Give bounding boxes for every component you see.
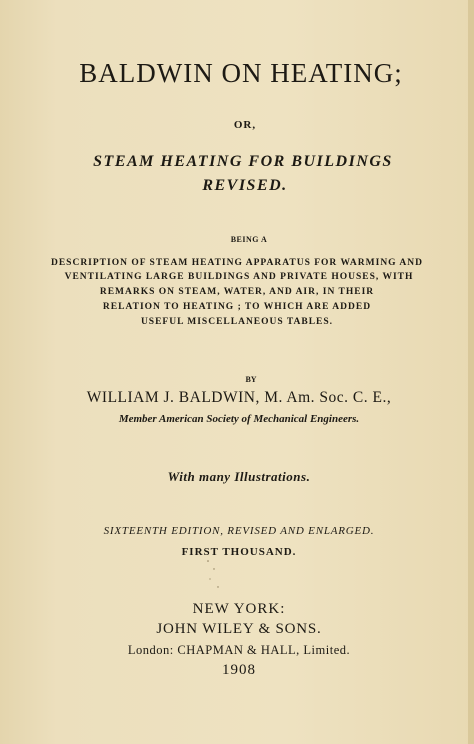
- imprint-city: NEW YORK:: [192, 601, 286, 617]
- being-label: BEING A: [230, 235, 268, 244]
- description-line: REMARKS ON STEAM, WATER, AND AIR, IN THEIR: [99, 287, 375, 297]
- author-affiliation: Member American Society of Mechanical Engineers.: [118, 413, 360, 425]
- description-line: DESCRIPTION OF STEAM HEATING APPARATUS FOR WARMING AND: [50, 258, 423, 268]
- author-name: WILLIAM J. BALDWIN, M. Am. Soc. C. E.,: [86, 389, 392, 406]
- subtitle-line-2: REVISED.: [202, 177, 288, 194]
- description-line: VENTILATING LARGE BUILDINGS AND PRIVATE HOUSES, WITH: [64, 272, 414, 282]
- illustrations-note: With many Illustrations.: [167, 469, 311, 484]
- description-line: USEFUL MISCELLANEOUS TABLES.: [140, 317, 334, 327]
- edition-statement: SIXTEENTH EDITION, REVISED AND ENLARGED.: [103, 525, 375, 537]
- subtitle-line-1: STEAM HEATING FOR BUILDINGS: [93, 153, 393, 170]
- book-title: BALDWIN ON HEATING;: [79, 58, 403, 88]
- imprint-publisher: JOHN WILEY & SONS.: [156, 621, 322, 637]
- description-line: RELATION TO HEATING ; TO WHICH ARE ADDED: [102, 302, 372, 312]
- by-label: BY: [245, 375, 257, 384]
- paper-specks: [200, 555, 230, 595]
- title-conjunction: OR,: [233, 119, 257, 131]
- printing-statement: FIRST THOUSAND.: [181, 546, 297, 558]
- imprint-london: London: CHAPMAN & HALL, Limited.: [127, 643, 351, 657]
- imprint-year: 1908: [222, 662, 256, 678]
